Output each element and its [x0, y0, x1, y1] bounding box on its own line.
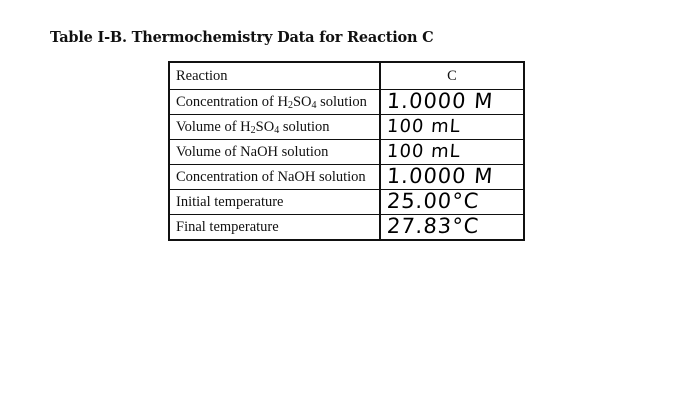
- row-value-naoh-concentration: 1.0000 M: [380, 165, 524, 190]
- row-label-naoh-volume: Volume of NaOH solution: [169, 140, 380, 165]
- row-label-h2so4-concentration: Concentration of $H_2SO_4$ solution: [169, 90, 380, 115]
- row-value-naoh-volume: 100 mL: [380, 140, 524, 165]
- row-value-h2so4-concentration: 1.0000 M: [380, 90, 524, 115]
- table-row: [169, 115, 524, 140]
- table-row: [169, 140, 524, 165]
- table-row: [169, 90, 524, 115]
- row-label-final-temperature: Final temperature: [169, 215, 380, 241]
- table-row: [169, 190, 524, 215]
- row-label-naoh-concentration: Concentration of NaOH solution: [169, 165, 380, 190]
- row-label-initial-temperature: Initial temperature: [169, 190, 380, 215]
- table-header-row: [169, 62, 524, 90]
- table-title: Table I-B. Thermochemistry Data for Reaction C: [50, 29, 434, 46]
- table-row: [169, 215, 524, 241]
- header-reaction-label: Reaction: [169, 62, 380, 90]
- table-row: [169, 165, 524, 190]
- row-value-h2so4-volume: 100 mL: [380, 115, 524, 140]
- row-value-final-temperature: 27.83°C: [380, 215, 524, 241]
- row-value-initial-temperature: 25.00°C: [380, 190, 524, 215]
- thermochemistry-data-table: [168, 61, 525, 241]
- header-reaction-value: C: [380, 62, 524, 90]
- row-label-h2so4-volume: Volume of $H_2SO_4$ solution: [169, 115, 380, 140]
